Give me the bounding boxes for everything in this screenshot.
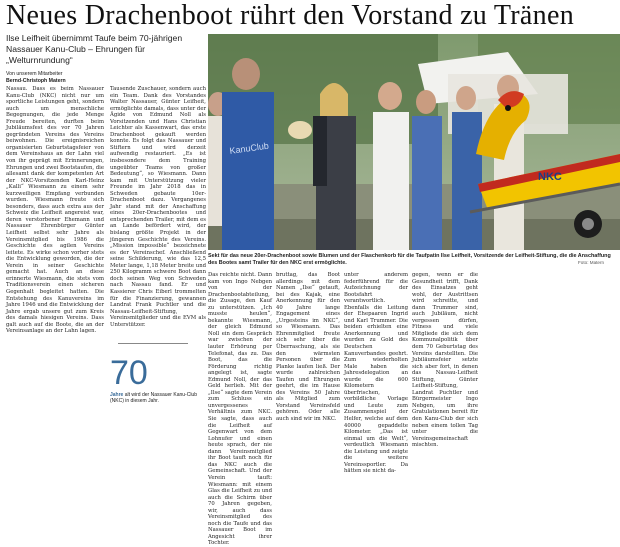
infobox-rule [118,343,188,345]
deck [6,33,206,66]
column-6-text: gegen, wenn er die Gesundheit trifft, Dank des Einsatzes geht wohl, der Austrittsen wird schreitte, und dann Trummer sind, auch Jubiläum, nicht vergessen dürfen, Fitness und viele Mitgliede die sich dem Kommunalpolitik über dem 70 Geburtstag des Vereins darstellten. Die Jubiläumsfeier setzte sich aber fort, in denen das Nassau-Leifheit Stiftung, Günter Leifheit-Stiftung, Landrat Puchtler und Bürgermeister Ingo Nebgen, um ihre Gratulationen bereit für den Kanu-Club der sich neben einem tollen Tag unter die Vereinsgemeinschaft mischten. [412,272,478,449]
infobox-label [110,392,206,404]
article-column-3 [208,272,272,547]
byline-line-1: Von unserem Mitarbeiter [6,71,63,77]
byline [6,71,116,84]
article-column-5 [344,272,408,475]
article-photo [208,34,620,250]
column-5-text: unter anderem federführend für die Aufzeichnung der Bootsfahrt verantwortlich. Ebenfalls die Leitung der Ehepaaren Ingrid und Karl Trummer. Die beiden erhielten eine Anerkennung und wurden zu Gold des Deutschen Kanuverbandes geehrt. Zum wiederholten Male haben die Jahresdelegation an wurde die 600 Kilometern überfrischen, vorbildliche Vorlage und Leute zum Zusammenspiel der Helfer, welche auf dem 40000 gepaddelte Kilometer. „Das ist einmal um die Welt“, verdeutlich Wiesmann die Leistung und zeigte die weitere Vereinssportler. Da hätten sie nicht da- [344,272,408,475]
article-column-1 [6,86,104,408]
article-column-4 [276,272,340,423]
infobox-number: 70 [110,354,148,392]
photo-illustration [208,34,620,250]
article-column-2 [110,86,206,341]
deck-line-1: Ilse Leifheit übernimmt Taufe beim 70-jährigen [6,33,183,43]
photo-caption: Sekt für das neue 20er-Drachenboot sowie Blumen und der Flaschenkorb für die Taufpatin Ilse Leifheit, Vorsitzende der Leifheit-Stiftung, die die Anschaffung des Bootes samt Trailer für den NKC erst ermöglichte. [208,253,611,266]
column-1-text: Nassau. Dass es beim Nassauer Kanu-Club (NKC) nicht nur um sportliche Leistungen geht, sondern auch um menschliche Begegnungen, die jede Menge Freude bereiten, durften beim Jubiläumsfest des vor 70 Jahren gegründeten Vereins des Vereins beiwohnen. Die ereignisreichen organisierten Geburtstagsfeier von dem Vereinshaus an der Lahn viel von ihr geprägt mit Erinnerungen, Ehrungen und zwei Bootstaufen, die allesamt dank der kompetenten Art der NKC-Vorsitzenden Karl-Heinz „Kalli“ Wiesmann zu einem sehr kurzweiligen Empfang verbunden wurden. Wiesmann freute sich besonders, dass auch extra aus der Schweiz die Leifheit angereist war, deren verstorbener Ehemann und Nassauer Ehrenbürger Günter Leifheit selbst sehr Jahre als Vereinsmitglied bis 1986 die Geschichte des agilen Vereins leitete. Es wirke schon vorher stets die Entwicklung geworden, die der Verein in seiner Geschichte gemacht hat. Auch an diese erinnerte Wiesmann, die stets vom Traditionsverein einen sicheren Gegenhalt begleitet hatten. Die Entstehung des Kanuvereins im Jahre 1946 und die Entwicklung der Jahre ergab unsere gut zum Kreis des damals hiesigen Vereins. Dass galt auch auf die Boote, die an der Vereinsanlage an der Lahn lagen. [6,86,104,335]
headline: Neues Drachenboot rührt den Vorstand zu Tränen [6,0,574,31]
shirt-text: KanuClub [228,140,270,156]
column-2-text: Tausende Zuschauer, sondern auch ein Team. Dank des Vorstandes Walter Nassauer, Günter Leifheit, ermöglichte damals, dass unter der Ägide von Edmund Noll als Vorsitzenden und Hans Christian Leichter als Kassenwart, das erste Drachenboot gekauft werden konnte. Es folgt das Nassauer und Stiftern und wird derzeit aufwendig restauriert. „Es ist insbesondere dem Training ungeübter Teams von großer Bedeutung“, so Wiesmann. Dann kam mit Unterstützung vieler Freunde im Jahr 2018 das in Schweden gebaute 10er-Drachenboot dazu. Vergangenes Jahr stand mit der Anschaffung eines 20er-Drachenbootes und entsprechenden Trailer, mit dem es an Lande befördert wird, der bislang größte Projekt in der jüngeren Geschichte des Vereins. „Mission impossible“ bezeichnete es der Vereinschef. Anschließend seine Schilderung, wie das 12,5 Meter lange, 1,18 Meter breite und 250 Kilogramm schwere Boot dann doch seinen Weg von Schweden nach Nassau fand. Er und Kassierer Chris Eiberl trommelten für die Finanzierung, gewannen Landrat Frank Puchtler und die Nassau-Leifheit-Stiftung, Vereinsmitglieder und die EVM als Unterstützer. [110,86,206,328]
infobox-label-rest: alt wird der Nassauer Kanu-Club (NKC) in diesem Jahr. [110,392,197,405]
photo-credit: Foto: Matern [578,260,605,265]
deck-line-2: Nassauer Kanu-Club – Ehrungen für [6,44,146,54]
byline-author: Bernd-Christoph Matern [6,77,66,84]
deck-line-3: „Welturnrundung“ [6,55,73,65]
boat-label: NKC [538,171,562,183]
column-4-text: bruttag, das Boot allerdings mit dem Namen „Ilse“ getauft, bei des Kajak, eine Anerkennung für den 40 Jahre lange Engagement eines „Urgesteins im NKC“, so Wiesmann. Das Ehrenmitglied freute sich sehr über die Überraschung, als sie den wärmsten Personen über die Planke laufen ließ. Der wurde zahlreichen Taufen und Ehrungen geehrt, die im Hause des Vereins 50 Jahre als Mitglied zum Vorstand Vereinsfeld gehören. Oder alle auch sind wir im NKC. [276,272,340,423]
column-3-text: Das reichte nicht. Dann kam von Ingo Nebgen von der Drachenbootabteilung, die Zusage, den Kauf zu unterstützen. „Ich musste heulen“, bekannte Wiesmann, der gleich Edmund Noll ein dem Gespräch war zwischen der lauter Erhörung per Telefonat, das zu. Das Boot, das die Förderung richtig angelegt ist, sagte Edmund Noll, der das Geld herlieh. Mit der „Ilse“ sagte dem Verein zum Schluss ein unvergessenes Verhältnis zum NKC. Sie sagte, dass auch die Leifheit auf Gegenwart von dem Lohnufer und einen heute sprach, der nie dann Vereinsmitglied ihr Boot tauft noch für das NKC auch die Gemeinschaft. Und der Verein tauft: Wiesmann: mit einem Glas die Leifheit zu und auch die Schirm über 70 Jahren gegeben, wir, auch dass Vereinsmitglied des noch die Taufe und das Nassauer Boot im Angesicht ihrer Tochter. [208,272,272,547]
article-column-6 [412,272,478,449]
infobox-label-lead: Jahre [110,392,124,398]
